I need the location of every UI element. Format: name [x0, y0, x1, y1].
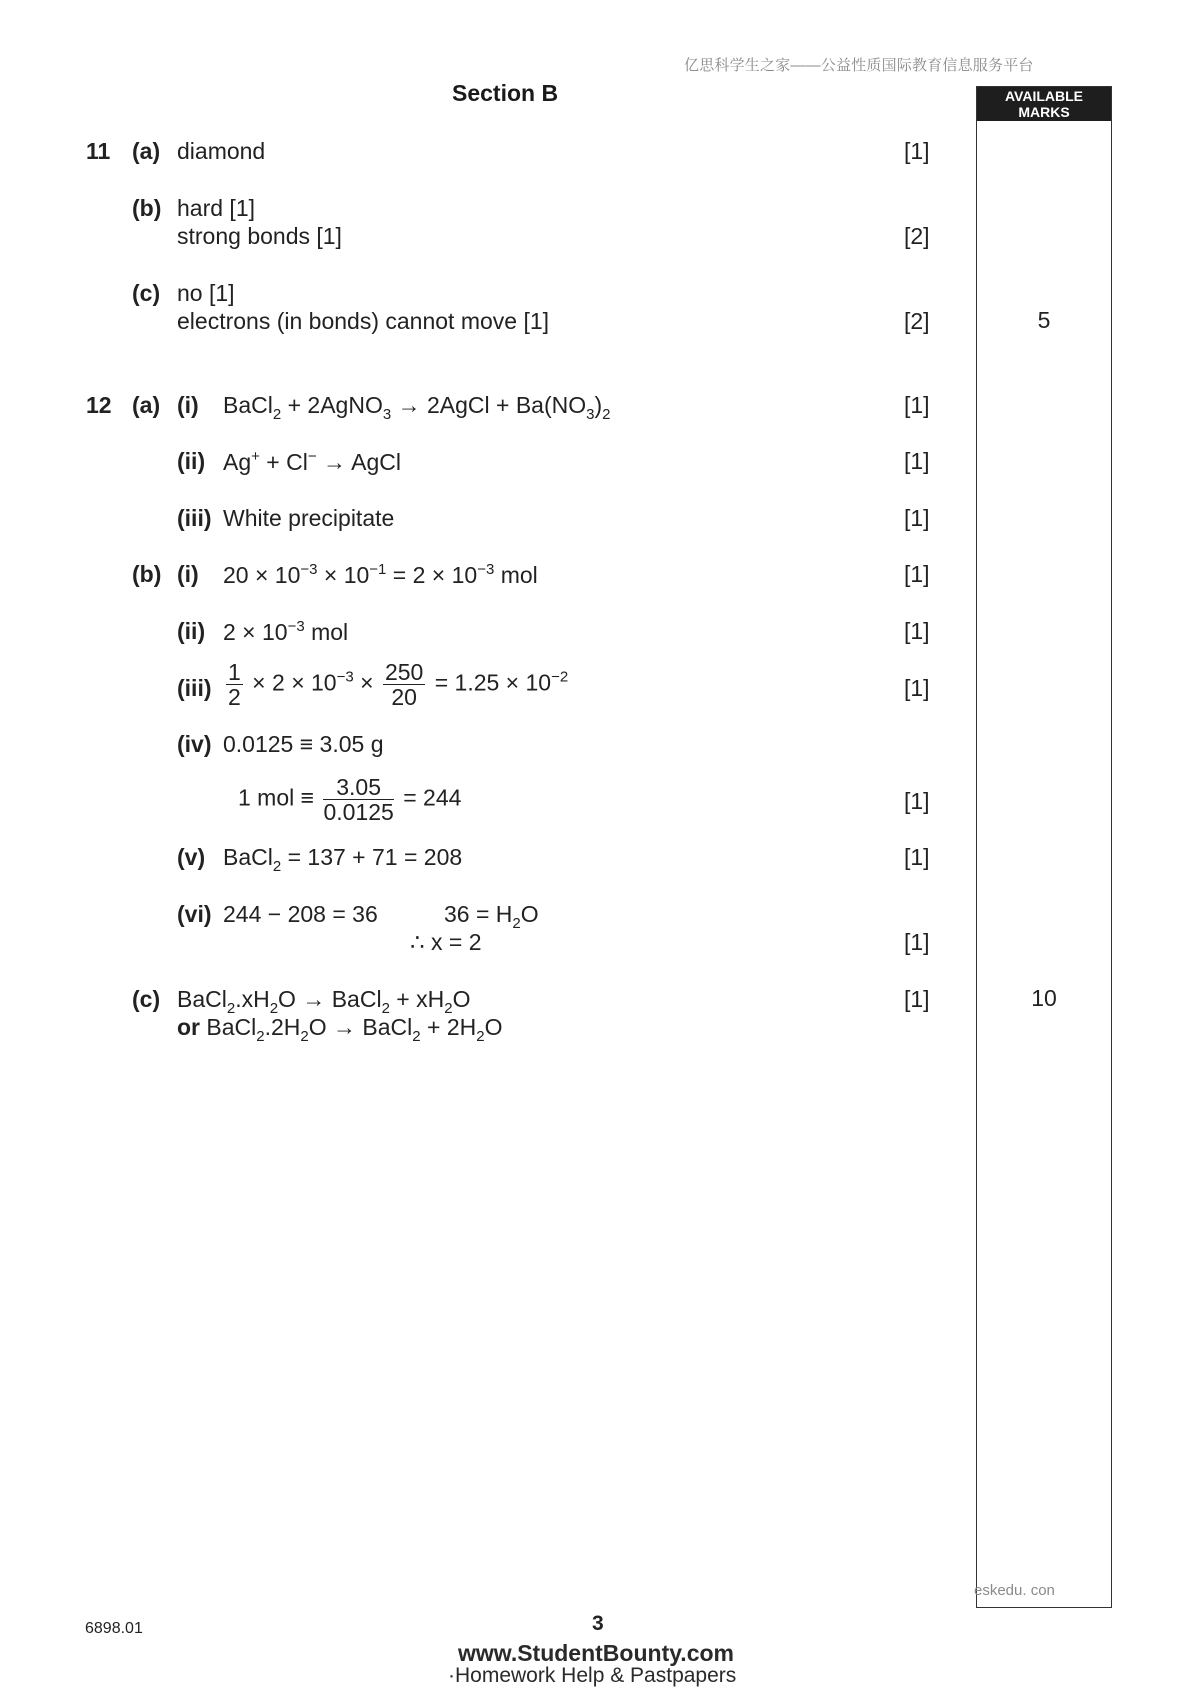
q12-b-label: (b): [132, 561, 162, 587]
q12-a-iii-mark: [1]: [904, 505, 930, 531]
q12-b-v-calculation: BaCl$_2$ = 137 + 71 = 208: [223, 844, 463, 875]
q12-a-i-label: (i): [177, 392, 199, 418]
q12-b-iii-label: (iii): [177, 675, 212, 701]
q12-b-iv-line2: [238, 775, 461, 824]
q12-b-iv-line1: 0.0125 ≡ 3.05 g: [223, 731, 384, 757]
q12-c-equation-2: or $BaCl_2.2H_2O$ → BaCl$_2$ + $2H_2O$: [177, 1014, 503, 1045]
q12-b-ii-label: (ii): [177, 618, 206, 644]
q12-b-i-label: (i): [177, 561, 199, 587]
q11-b-line2: strong bonds [1]: [177, 223, 342, 249]
q12-a-label: (a): [132, 392, 161, 418]
q12-c-label: (c): [132, 986, 161, 1012]
q11-c-line2: electrons (in bonds) cannot move [1]: [177, 308, 550, 334]
q12-c-mark: [1]: [904, 986, 930, 1012]
q12-b-i-calculation: $20 \times 10^{-3} \times 10^{-1} = 2 \times 10^{-3}$ mol: [223, 561, 538, 588]
q11-c-label: (c): [132, 280, 161, 306]
q12-b-iv-numerator: 3.05: [323, 775, 393, 800]
q12-b-vi-line2: ∴ x = 2: [410, 929, 482, 955]
page-number: 3: [592, 1612, 604, 1635]
q12-b-ii-mark: [1]: [904, 618, 930, 644]
q12-b-v-label: (v): [177, 844, 206, 870]
q12-a-i-mark: [1]: [904, 392, 930, 418]
q12-b-vi-line1: 244 − 208 = 36: [223, 901, 378, 927]
q11-c-line1: no [1]: [177, 280, 235, 306]
q12-b-iv-mark: [1]: [904, 788, 930, 814]
q12-c-equation-1: $BaCl_2.xH_2O$ → BaCl$_2$ + $xH_2O$: [177, 986, 471, 1017]
watermark-header: 亿思科学生之家——公益性质国际教育信息服务平台: [684, 57, 1034, 74]
q12-b-iv-label: (iv): [177, 731, 212, 757]
q12-b-iv-result: = 244: [403, 784, 462, 811]
q12-b-iv-prefix: 1 mol ≡: [238, 784, 315, 811]
q12-a-iii-label: (iii): [177, 505, 212, 531]
q12-a-ii-label: (ii): [177, 448, 206, 474]
q11-b-mark: [2]: [904, 223, 930, 249]
q12-b-vi-mark: [1]: [904, 929, 930, 955]
q11-c-mark: [2]: [904, 308, 930, 334]
q11-a-mark: [1]: [904, 138, 930, 164]
q11-b-label: (b): [132, 195, 162, 221]
q12-a-ii-equation: Ag+ + Cl− → AgCl: [223, 448, 401, 475]
q12-b-i-mark: [1]: [904, 561, 930, 587]
studentbounty-tagline: ·Homework Help & Pastpapers: [448, 1664, 737, 1687]
available-marks-header: [977, 87, 1111, 121]
q12-c-or: or: [177, 1014, 200, 1040]
paper-code: 6898.01: [85, 1620, 143, 1637]
section-title: Section B: [452, 80, 559, 106]
studentbounty-url: www.StudentBounty.com: [458, 1640, 734, 1666]
q12-b-vi-label: (vi): [177, 901, 212, 927]
q11-available-marks: 5: [1037, 307, 1051, 333]
q12-b-iii-calculation: $\frac{1}{2}$ × $2 \times 10^{-3}$ × $\frac{250}{20}$ = $1.25 \times 10^{-2}$: [228, 659, 569, 710]
q12-a-i-equation: BaCl$_2$ + 2AgNO$_3$ → 2AgCl + $Ba(NO_3)_2$: [223, 392, 611, 423]
q12-b-vi-water: $36 = H_2O$: [444, 901, 539, 932]
question-12-number: 12: [86, 392, 112, 418]
q12-b-iii-mark: [1]: [904, 675, 930, 701]
question-11-number: 11: [86, 138, 111, 164]
marks-header-line2: MARKS: [1018, 104, 1070, 120]
q11-a-label: (a): [132, 138, 161, 164]
q12-b-iv-denominator: 0.0125: [323, 799, 394, 825]
q12-b-iv-fraction: [323, 775, 393, 824]
q11-b-line1: hard [1]: [177, 195, 255, 221]
marks-header-line1: AVAILABLE: [1004, 88, 1084, 104]
q12-a-iii-answer: White precipitate: [223, 505, 395, 531]
q12-b-ii-answer: $2 \times 10^{-3}$ mol: [223, 618, 349, 645]
q12-available-marks: 10: [1031, 985, 1057, 1011]
q12-a-ii-mark: [1]: [904, 448, 930, 474]
q12-b-v-mark: [1]: [904, 844, 930, 870]
q11-a-answer: diamond: [177, 138, 266, 164]
eskedu-watermark: eskedu. con: [974, 1582, 1055, 1599]
